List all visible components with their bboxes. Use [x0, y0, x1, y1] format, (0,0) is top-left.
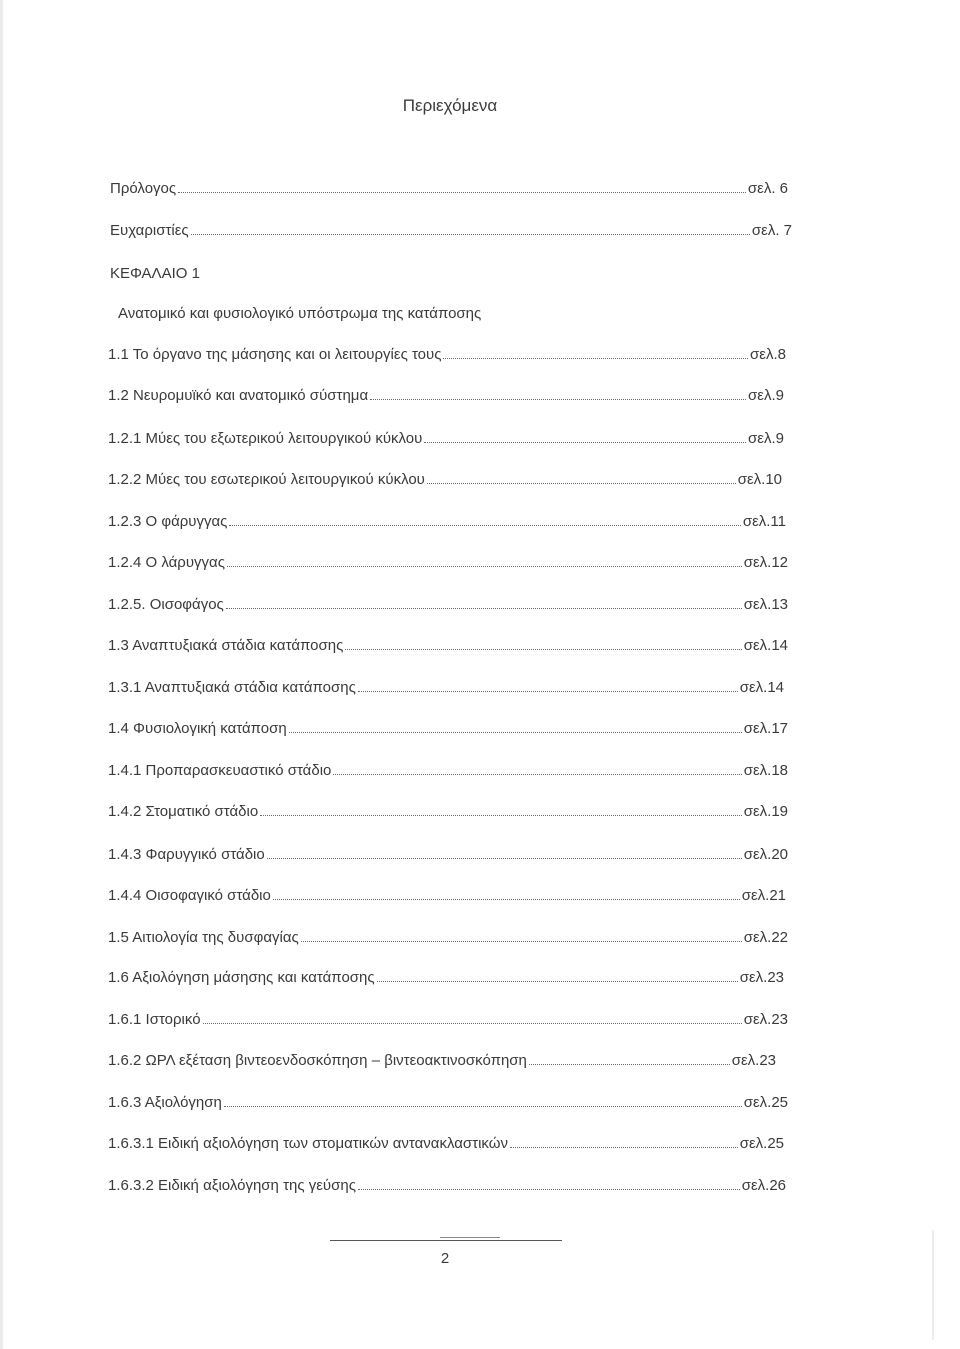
dot-leader: [203, 1023, 742, 1024]
toc-entry-page: σελ.8: [750, 346, 786, 363]
dot-leader: [178, 192, 746, 193]
dot-leader: [510, 1147, 738, 1148]
scan-edge-shadow: [0, 0, 3, 1349]
dot-leader: [301, 941, 742, 942]
toc-entry-page: σελ.25: [739, 1135, 784, 1152]
dot-leader: [427, 483, 736, 484]
toc-entry-page: σελ.9: [748, 387, 784, 404]
toc-entry-label: 1.2.5. Οισοφάγος: [108, 596, 224, 613]
dot-leader: [191, 234, 750, 235]
dot-leader: [370, 399, 746, 400]
toc-entry-label: 1.2.1 Μύες του εξωτερικού λειτουργικού κύκλου: [108, 430, 423, 447]
toc-entry-page: σελ.10: [737, 471, 782, 488]
toc-entry-1-6-3-2: [108, 1176, 786, 1196]
dot-leader: [424, 442, 746, 443]
toc-entry-page: σελ. 7: [751, 222, 792, 239]
toc-entry-page: σελ.20: [743, 846, 788, 863]
page-number: 2: [440, 1250, 450, 1267]
toc-entry-label: 1.1 Το όργανο της μάσησης και οι λειτουργίες τους: [108, 346, 442, 363]
toc-entry-1-6-3: [108, 1093, 788, 1113]
dot-leader: [358, 691, 738, 692]
chapter-heading: ΚΕΦΑΛΑΙΟ 1: [110, 265, 200, 282]
toc-entry-label: 1.2.2 Μύες του εσωτερικού λειτουργικού κύκλου: [108, 471, 425, 488]
toc-entry-1-3: [108, 636, 788, 656]
toc-entry-label: 1.6.1 Ιστορικό: [108, 1011, 201, 1028]
toc-entry-acknowledgements: [110, 221, 792, 241]
dot-leader: [267, 858, 742, 859]
toc-entry-page: σελ.11: [742, 513, 786, 530]
toc-entry-1-4-4: [108, 886, 786, 906]
toc-entry-page: σελ.13: [743, 596, 788, 613]
toc-entry-page: σελ.14: [739, 679, 784, 696]
chapter-title: Ανατομικό και φυσιολογικό υπόστρωμα της κατάποσης: [118, 305, 482, 322]
dot-leader: [224, 1106, 742, 1107]
toc-entry-label: 1.6.2 ΩΡΛ εξέταση βιντεοενδοσκόπηση – βιντεοακτινοσκόπηση: [108, 1052, 527, 1069]
toc-entry-page: σελ.21: [741, 887, 786, 904]
toc-entry-label: 1.4 Φυσιολογική κατάποση: [108, 720, 287, 737]
toc-entry-1-6: [108, 968, 784, 988]
toc-entry-label: 1.6.3 Αξιολόγηση: [108, 1094, 222, 1111]
toc-entry-1-6-1: [108, 1010, 788, 1030]
footer-rule: [330, 1240, 562, 1241]
toc-entry-label: 1.4.3 Φαρυγγικό στάδιο: [108, 846, 265, 863]
toc-entry-page: σελ.23: [743, 1011, 788, 1028]
dot-leader: [289, 732, 742, 733]
toc-entry-page: σελ.9: [748, 430, 784, 447]
toc-entry-page: σελ. 6: [747, 180, 788, 197]
dot-leader: [260, 815, 741, 816]
toc-entry-1-6-2: [108, 1051, 776, 1071]
toc-entry-label: 1.4.2 Στοματικό στάδιο: [108, 803, 259, 820]
toc-entry-label: 1.3.1 Αναπτυξιακά στάδια κατάποσης: [108, 679, 356, 696]
toc-entry-prologue: [110, 179, 788, 199]
toc-entry-label: Πρόλογος: [110, 180, 177, 197]
toc-entry-page: σελ.23: [739, 969, 784, 986]
page-title: Περιεχόμενα: [402, 96, 498, 115]
toc-entry-1-2-1: [108, 429, 784, 449]
dot-leader: [273, 899, 740, 900]
toc-entry-page: σελ.22: [743, 929, 788, 946]
toc-entry-label: 1.6.3.1 Ειδική αξιολόγηση των στοματικών αντανακλαστικών: [108, 1135, 508, 1152]
toc-entry-label: 1.4.1 Προπαρασκευαστικό στάδιο: [108, 762, 332, 779]
toc-entry-label: 1.3 Αναπτυξιακά στάδια κατάποσης: [108, 637, 344, 654]
toc-entry-1-6-3-1: [108, 1134, 784, 1154]
toc-entry-1-3-1: [108, 678, 784, 698]
toc-entry-1-4-2: [108, 802, 788, 822]
dot-leader: [345, 649, 741, 650]
dot-leader: [443, 358, 748, 359]
toc-entry-1-4: [108, 719, 788, 739]
toc-entry-1-4-3: [108, 845, 788, 865]
toc-entry-label: 1.6 Αξιολόγηση μάσησης και κατάποσης: [108, 969, 375, 986]
toc-entry-page: σελ.17: [743, 720, 788, 737]
toc-entry-page: σελ.19: [743, 803, 788, 820]
toc-entry-page: σελ.12: [743, 554, 788, 571]
toc-entry-1-2-4: [108, 553, 788, 573]
toc-entry-1-2-2: [108, 470, 782, 490]
toc-entry-1-4-1: [108, 761, 788, 781]
dot-leader: [226, 608, 742, 609]
toc-entry-label: 1.2.3 Ο φάρυγγας: [108, 513, 228, 530]
footer-rule-short: [440, 1237, 500, 1238]
toc-entry-page: σελ.18: [743, 762, 788, 779]
toc-entry-1-2-5: [108, 595, 788, 615]
dot-leader: [333, 774, 741, 775]
toc-entry-page: σελ.14: [743, 637, 788, 654]
toc-entry-label: 1.5 Αιτιολογία της δυσφαγίας: [108, 929, 299, 946]
dot-leader: [358, 1189, 740, 1190]
toc-entry-1-2-3: [108, 512, 786, 532]
toc-entry-1-5: [108, 928, 788, 948]
dot-leader: [229, 525, 740, 526]
toc-entry-label: 1.2 Νευρομυϊκό και ανατομικό σύστημα: [108, 387, 369, 404]
toc-entry-page: σελ.25: [743, 1094, 788, 1111]
toc-entry-label: 1.6.3.2 Ειδική αξιολόγηση της γεύσης: [108, 1177, 356, 1194]
toc-entry-label: Ευχαριστίες: [110, 222, 189, 239]
toc-entry-label: 1.4.4 Οισοφαγικό στάδιο: [108, 887, 271, 904]
dot-leader: [227, 566, 742, 567]
dot-leader: [529, 1064, 730, 1065]
toc-entry-1-2: [108, 386, 784, 406]
toc-entry-label: 1.2.4 Ο λάρυγγας: [108, 554, 225, 571]
toc-entry-1-1: [108, 345, 786, 365]
toc-entry-page: σελ.26: [741, 1177, 786, 1194]
dot-leader: [377, 981, 738, 982]
scan-edge-shadow-right: [932, 1230, 934, 1340]
toc-entry-page: σελ.23: [731, 1052, 776, 1069]
